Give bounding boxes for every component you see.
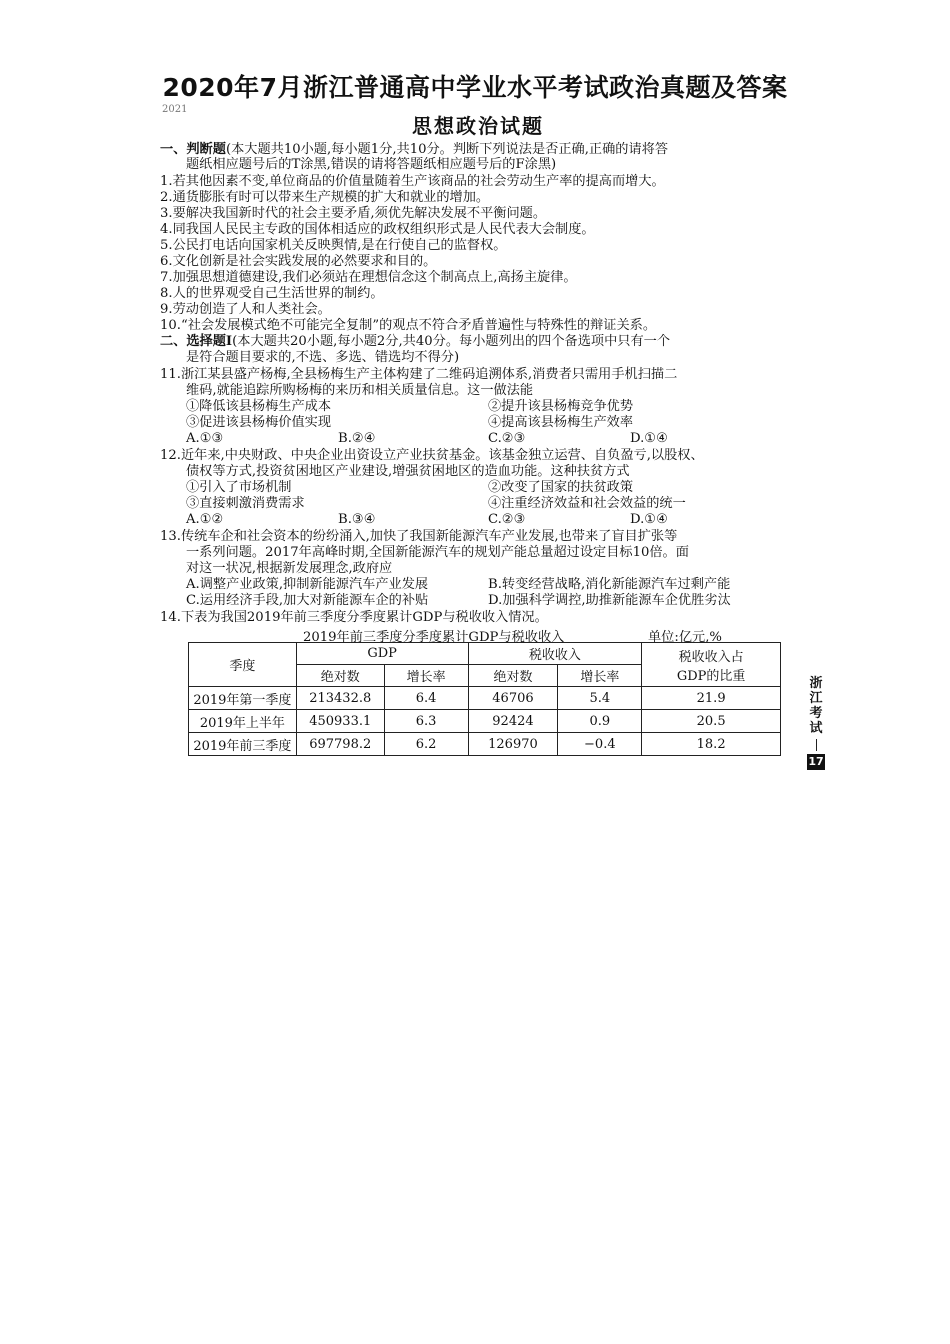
q11-option-3: ③促进该县杨梅价值实现 (186, 415, 332, 430)
q13-stem-cont: 对这一状况,根据新发展理念,政府应 (186, 561, 393, 576)
q13-choice-d: D.加强科学调控,助推新能源车企优胜劣汰 (488, 593, 731, 608)
page-number: 17 (808, 755, 824, 768)
section1-heading: 一、判断题 (160, 142, 226, 157)
side-tab-char: 浙 (809, 676, 823, 691)
cell-season: 2019年上半年 (189, 710, 297, 733)
q14-stem: 14.下表为我国2019年前三季度分季度累计GDP与税收收入情况。 (160, 610, 548, 625)
cell-gdp-abs: 450933.1 (296, 710, 384, 733)
header-ratio (642, 643, 781, 687)
header-ratio-line2: GDP的比重 (676, 668, 746, 684)
q11-stem: 11.浙江某县盛产杨梅,全县杨梅生产主体构建了二维码追溯体系,消费者只需用手机扫描二 (160, 367, 678, 382)
side-tab (806, 676, 826, 770)
q11-option-2: ②提升该县杨梅竞争优势 (488, 399, 634, 414)
judge-item: 7.加强思想道德建设,我们必须站在理想信念这个制高点上,高扬主旋律。 (160, 270, 577, 285)
side-tab-divider (816, 739, 817, 751)
header-tax-growth: 增长率 (558, 665, 642, 687)
cell-tax-abs: 92424 (468, 710, 558, 733)
header-ratio-line1: 税收收入占 (678, 649, 744, 665)
header-gdp: GDP (296, 643, 468, 665)
judge-item: 8.人的世界观受自己生活世界的制约。 (160, 286, 384, 301)
q13-stem-cont: 一系列问题。2017年高峰时期,全国新能源汽车的规划产能总量超过设定目标10倍。面 (186, 545, 689, 560)
side-tab-char: 考 (809, 706, 823, 721)
q11-choice-a: A.①③ (186, 431, 224, 446)
q13-choice-b: B.转变经营战略,消化新能源汽车过剩产能 (488, 577, 731, 592)
judge-item: 3.要解决我国新时代的社会主要矛盾,须优先解决发展不平衡问题。 (160, 206, 547, 221)
cell-gdp-growth: 6.4 (384, 687, 468, 710)
q13-stem: 13.传统车企和社会资本的纷纷涌入,加快了我国新能源汽车产业发展,也带来了盲目扩张等 (160, 529, 678, 544)
q12-option-1: ①引入了市场机制 (186, 480, 292, 495)
judge-item: 2.通货膨胀有时可以带来生产规模的扩大和就业的增加。 (160, 190, 490, 205)
cell-tax-abs: 126970 (468, 733, 558, 756)
judge-item: 6.文化创新是社会实践发展的必然要求和目的。 (160, 254, 437, 269)
exam-title: 思想政治试题 (412, 114, 544, 138)
cell-ratio: 21.9 (642, 687, 781, 710)
judge-item: 5.公民打电话向国家机关反映舆情,是在行使自己的监督权。 (160, 238, 507, 253)
q12-choice-b: B.③④ (338, 512, 376, 527)
header-gdp-abs: 绝对数 (296, 665, 384, 687)
cell-gdp-growth: 6.3 (384, 710, 468, 733)
q11-choice-b: B.②④ (338, 431, 376, 446)
table-caption: 2019年前三季度分季度累计GDP与税收收入 (303, 630, 565, 645)
q11-choice-c: C.②③ (488, 431, 526, 446)
table-row (189, 687, 781, 710)
cell-gdp-abs: 213432.8 (296, 687, 384, 710)
side-tab-char: 江 (809, 691, 823, 706)
judge-item: 10.“社会发展模式绝不可能完全复制”的观点不符合矛盾普遍性与特殊性的辩证关系。 (160, 318, 657, 333)
q12-option-3: ③直接刺激消费需求 (186, 496, 305, 511)
scan-mark: 2021 (162, 104, 188, 115)
q12-choice-a: A.①② (186, 512, 224, 527)
table-unit: 单位:亿元,% (648, 630, 722, 645)
table-row (189, 710, 781, 733)
header-tax: 税收收入 (468, 643, 642, 665)
cell-season: 2019年前三季度 (189, 733, 297, 756)
cell-ratio: 18.2 (642, 733, 781, 756)
cell-gdp-growth: 6.2 (384, 733, 468, 756)
q11-choice-d: D.①④ (630, 431, 668, 446)
judge-item: 9.劳动创造了人和人类社会。 (160, 302, 331, 317)
header-season: 季度 (189, 643, 297, 687)
section2-desc-cont: 是符合题目要求的,不选、多选、错选均不得分) (186, 350, 460, 365)
cell-tax-growth: 5.4 (558, 687, 642, 710)
cell-tax-growth: −0.4 (558, 733, 642, 756)
q12-option-4: ④注重经济效益和社会效益的统一 (488, 496, 686, 511)
q12-stem-cont: 债权等方式,投资贫困地区产业建设,增强贫困地区的造血功能。这种扶贫方式 (186, 464, 630, 479)
section2-desc: (本大题共20小题,每小题2分,共40分。每小题列出的四个备选项中只有一个 (232, 334, 671, 349)
cell-gdp-abs: 697798.2 (296, 733, 384, 756)
section2-heading: 二、选择题Ⅰ (160, 334, 233, 349)
q12-stem: 12.近年来,中央财政、中央企业出资设立产业扶贫基金。该基金独立运营、自负盈亏,以股权、 (160, 448, 704, 463)
cell-tax-abs: 46706 (468, 687, 558, 710)
q13-choice-a: A.调整产业政策,抑制新能源汽车产业发展 (186, 577, 429, 592)
section2-header (160, 334, 670, 350)
table-row (189, 733, 781, 756)
header-gdp-growth: 增长率 (384, 665, 468, 687)
cell-tax-growth: 0.9 (558, 710, 642, 733)
q11-stem-cont: 维码,就能追踪所购杨梅的来历和相关质量信息。这一做法能 (186, 383, 534, 398)
judge-item: 1.若其他因素不变,单位商品的价值量随着生产该商品的社会劳动生产率的提高而增大。 (160, 174, 665, 189)
q13-choice-c: C.运用经济手段,加大对新能源车企的补贴 (186, 593, 429, 608)
q12-option-2: ②改变了国家的扶贫政策 (488, 480, 634, 495)
cell-season: 2019年第一季度 (189, 687, 297, 710)
q11-option-1: ①降低该县杨梅生产成本 (186, 399, 332, 414)
q12-choice-c: C.②③ (488, 512, 526, 527)
judge-item: 4.同我国人民民主专政的国体相适应的政权组织形式是人民代表大会制度。 (160, 222, 595, 237)
gdp-tax-table (188, 642, 781, 756)
header-tax-abs: 绝对数 (468, 665, 558, 687)
q12-choice-d: D.①④ (630, 512, 668, 527)
q11-option-4: ④提高该县杨梅生产效率 (488, 415, 634, 430)
document-title: 2020年7月浙江普通高中学业水平考试政治真题及答案 (162, 73, 788, 102)
section1-desc: (本大题共10小题,每小题1分,共10分。判断下列说法是否正确,正确的请将答 (225, 142, 669, 157)
section1-desc-cont: 题纸相应题号后的T涂黑,错误的请将答题纸相应题号后的F涂黑) (186, 157, 557, 172)
section1-header (160, 142, 668, 158)
scanned-exam-page (158, 104, 798, 766)
side-tab-char: 试 (809, 721, 823, 736)
cell-ratio: 20.5 (642, 710, 781, 733)
